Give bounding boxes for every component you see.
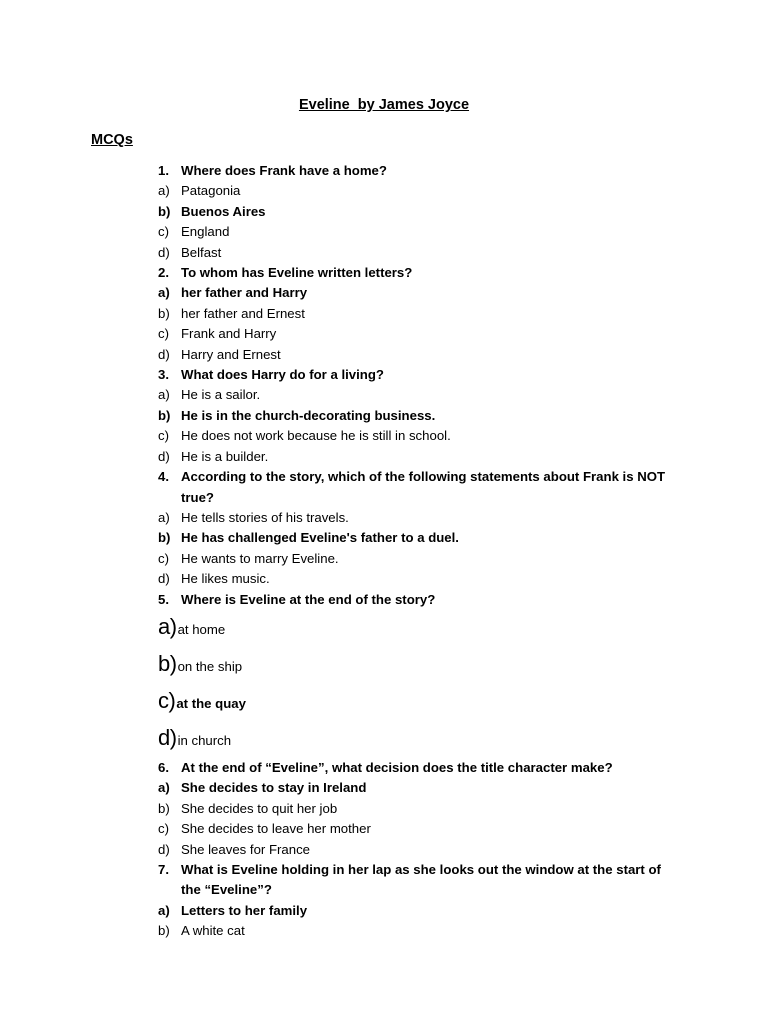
question-number: 1. — [158, 163, 169, 178]
answer-option — [158, 721, 678, 758]
option-text: at the quay — [176, 695, 246, 711]
option-text: A white cat — [181, 923, 245, 939]
option-marker: d) — [158, 841, 170, 857]
question-text: Where does Frank have a home? — [181, 163, 387, 178]
option-text: He tells stories of his travels. — [181, 509, 349, 525]
option-marker: c) — [158, 224, 169, 240]
question-7 — [158, 860, 678, 901]
option-text: Buenos Aires — [181, 203, 266, 219]
document-title: Eveline by James Joyce — [298, 97, 470, 113]
option-marker: b) — [158, 650, 177, 676]
option-marker: b) — [158, 923, 170, 939]
answer-option — [158, 684, 678, 721]
option-text: She decides to quit her job — [181, 800, 338, 816]
option-marker: d) — [158, 346, 170, 362]
option-text: Frank and Harry — [181, 326, 277, 342]
option-marker: b) — [158, 530, 171, 546]
answer-option — [158, 778, 678, 798]
option-text: Letters to her family — [181, 902, 308, 918]
answer-option — [158, 840, 678, 860]
question-1 — [158, 161, 678, 181]
option-marker: a) — [158, 613, 177, 639]
answer-option — [158, 222, 678, 242]
answer-option — [158, 345, 678, 365]
option-marker: a) — [158, 387, 170, 403]
option-text: her father and Harry — [181, 285, 308, 301]
answer-option — [158, 385, 678, 405]
option-text: in church — [177, 732, 232, 748]
option-text: England — [181, 224, 230, 240]
question-3 — [158, 365, 678, 385]
question-text: According to the story, which of the following statements about Frank is NOT true? — [181, 469, 666, 505]
option-marker: c) — [158, 687, 176, 713]
question-number: 4. — [158, 469, 169, 485]
question-number: 2. — [158, 265, 169, 281]
question-list — [158, 161, 678, 942]
option-text: Belfast — [181, 244, 222, 260]
option-marker: b) — [158, 305, 170, 321]
option-text: Harry and Ernest — [181, 346, 281, 362]
option-text: She decides to stay in Ireland — [181, 780, 367, 796]
option-marker: d) — [158, 724, 177, 750]
question-number: 7. — [158, 861, 169, 877]
question-text: Where is Eveline at the end of the story? — [181, 591, 436, 607]
answer-option — [158, 610, 678, 647]
answer-option — [158, 901, 678, 921]
option-marker: a) — [158, 509, 170, 525]
option-marker: a) — [158, 780, 170, 796]
answer-option — [158, 426, 678, 446]
option-text: He is a sailor. — [181, 387, 261, 403]
answer-option — [158, 528, 678, 548]
answer-option — [158, 181, 678, 201]
option-marker: d) — [158, 244, 170, 260]
answer-option — [158, 202, 678, 222]
option-marker: a) — [158, 902, 170, 918]
answer-option — [158, 324, 678, 344]
answer-option — [158, 819, 678, 839]
answer-option — [158, 647, 678, 684]
question-number: 5. — [158, 591, 169, 607]
option-text: He likes music. — [181, 571, 270, 587]
answer-option — [158, 921, 678, 941]
section-heading: MCQs — [91, 132, 133, 148]
option-marker: c) — [158, 428, 169, 444]
question-text: What does Harry do for a living? — [181, 367, 384, 383]
question-number: 6. — [158, 759, 169, 775]
option-text: She leaves for France — [181, 841, 311, 857]
option-marker: c) — [158, 821, 169, 837]
question-4 — [158, 467, 678, 508]
answer-option — [158, 243, 678, 263]
option-marker: c) — [158, 326, 169, 342]
answer-option — [158, 283, 678, 303]
question-6 — [158, 758, 678, 778]
question-2 — [158, 263, 678, 283]
option-text: She decides to leave her mother — [181, 821, 371, 837]
option-text: her father and Ernest — [181, 305, 305, 321]
option-marker: a) — [158, 285, 170, 301]
option-marker: b) — [158, 407, 171, 423]
option-text: He wants to marry Eveline. — [181, 550, 339, 566]
option-marker: b) — [158, 203, 171, 219]
option-text: on the ship — [177, 658, 243, 674]
question-5 — [158, 590, 678, 610]
option-marker: d) — [158, 571, 170, 587]
option-text: He is in the church-decorating business. — [181, 407, 436, 423]
option-marker: c) — [158, 550, 169, 566]
option-marker: a) — [158, 183, 170, 199]
option-text: He has challenged Eveline's father to a duel. — [181, 530, 459, 546]
question-text: What is Eveline holding in her lap as she looks out the window at the start of the “Eveline”? — [181, 861, 661, 898]
option-text: He is a builder. — [181, 448, 269, 464]
option-text: Patagonia — [181, 183, 241, 199]
answer-option — [158, 304, 678, 324]
answer-option — [158, 569, 678, 589]
answer-option — [158, 447, 678, 467]
answer-option — [158, 406, 678, 426]
question-text: To whom has Eveline written letters? — [181, 265, 413, 281]
question-text: At the end of “Eveline”, what decision does the title character make? — [181, 759, 613, 775]
option-marker: d) — [158, 448, 170, 464]
option-marker: b) — [158, 800, 170, 816]
answer-option — [158, 799, 678, 819]
answer-option — [158, 549, 678, 569]
option-text: He does not work because he is still in school. — [181, 428, 451, 444]
answer-option — [158, 508, 678, 528]
option-text: at home — [177, 621, 226, 637]
question-number: 3. — [158, 367, 169, 383]
